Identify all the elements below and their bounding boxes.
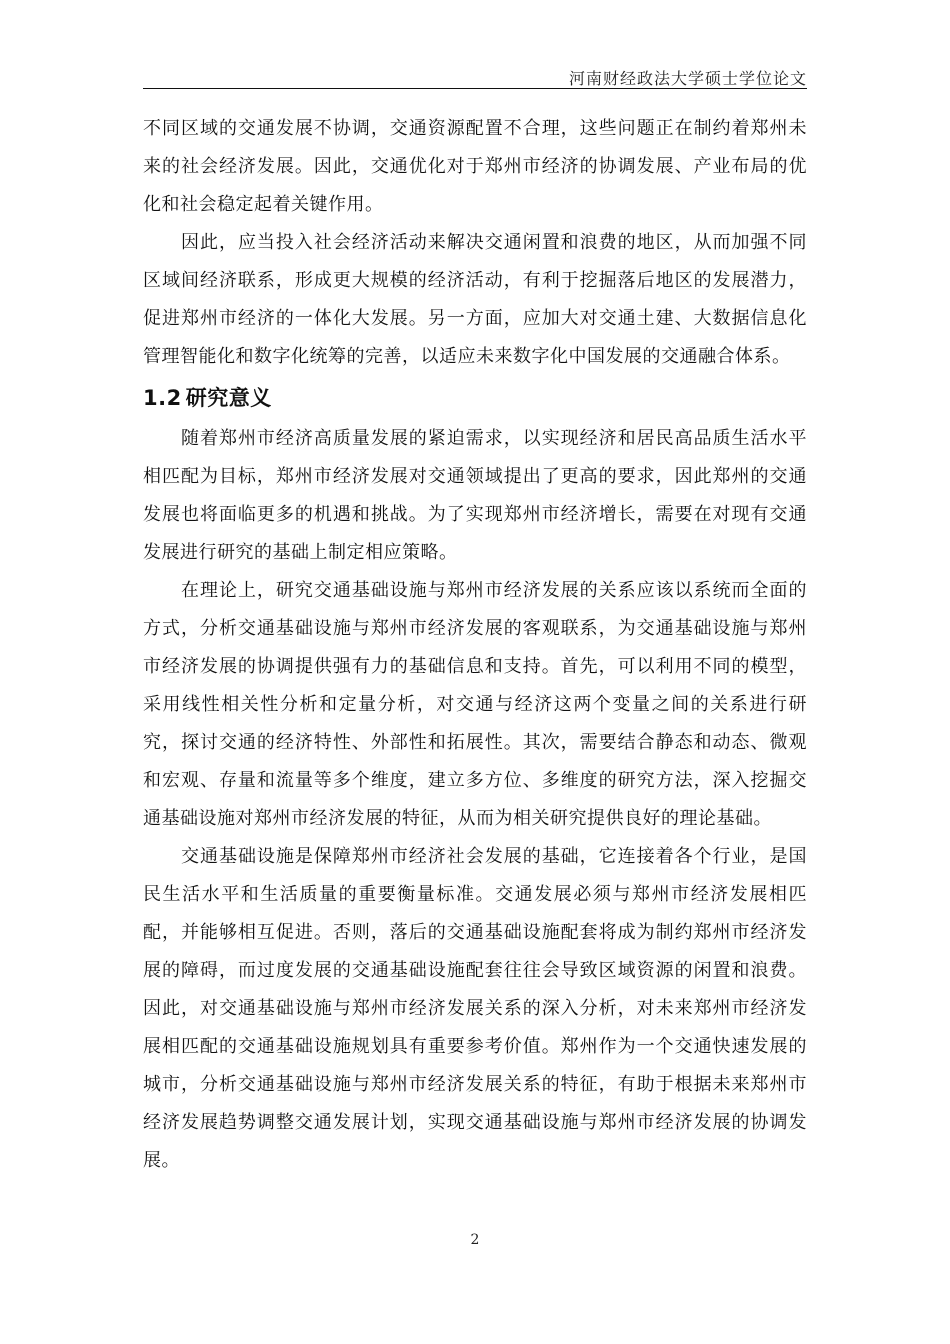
paragraph: 交通基础设施是保障郑州市经济社会发展的基础，它连接着各个行业，是国民生活水平和生活质量的重要衡量标准。交通发展必须与郑州市经济发展相匹配，并能够相互促进。否则，落后的交通基础设施配套将成为制约郑州市经济发展的障碍，而过度发展的交通基础设施配套往往会导致区域资源的闲置和浪费。因此，对交通基础设施与郑州市经济发展关系的深入分析，对未来郑州市经济发展相匹配的交通基础设施规划具有重要参考价值。郑州作为一个交通快速发展的城市，分析交通基础设施与郑州市经济发展关系的特征，有助于根据未来郑州市经济发展趋势调整交通发展计划，实现交通基础设施与郑州市经济发展的协调发展。 xyxy=(143,846,807,1171)
document-body xyxy=(143,110,807,1180)
paragraph-continued: 不同区域的交通发展不协调，交通资源配置不合理，这些问题正在制约着郑州未来的社会经济发展。因此，交通优化对于郑州市经济的协调发展、产业布局的优化和社会稳定起着关键作用。 xyxy=(143,118,807,215)
running-header: 河南财经政法大学硕士学位论文 xyxy=(568,69,807,88)
paragraph: 因此，应当投入社会经济活动来解决交通闲置和浪费的地区，从而加强不同区域间经济联系，形成更大规模的经济活动，有利于挖掘落后地区的发展潜力，促进郑州市经济的一体化大发展。另一方面，应加大对交通土建、大数据信息化管理智能化和数字化统筹的完善，以适应未来数字化中国发展的交通融合体系。 xyxy=(143,232,807,367)
section-title: 研究意义 xyxy=(185,386,272,410)
page-number: 2 xyxy=(470,1232,480,1248)
paragraph: 在理论上，研究交通基础设施与郑州市经济发展的关系应该以系统而全面的方式，分析交通基础设施与郑州市经济发展的客观联系，为交通基础设施与郑州市经济发展的协调提供强有力的基础信息和支持。首先，可以利用不同的模型，采用线性相关性分析和定量分析，对交通与经济这两个变量之间的关系进行研究，探讨交通的经济特性、外部性和拓展性。其次，需要结合静态和动态、微观和宏观、存量和流量等多个维度，建立多方位、多维度的研究方法，深入挖掘交通基础设施对郑州市经济发展的特征，从而为相关研究提供良好的理论基础。 xyxy=(143,580,807,829)
paragraph: 随着郑州市经济高质量发展的紧迫需求，以实现经济和居民高品质生活水平相匹配为目标，郑州市经济发展对交通领域提出了更高的要求，因此郑州的交通发展也将面临更多的机遇和挑战。为了实现郑州市经济增长，需要在对现有交通发展进行研究的基础上制定相应策略。 xyxy=(143,428,807,563)
section-heading xyxy=(143,376,807,420)
header-rule xyxy=(143,88,807,89)
section-number: 1.2 xyxy=(143,386,182,410)
